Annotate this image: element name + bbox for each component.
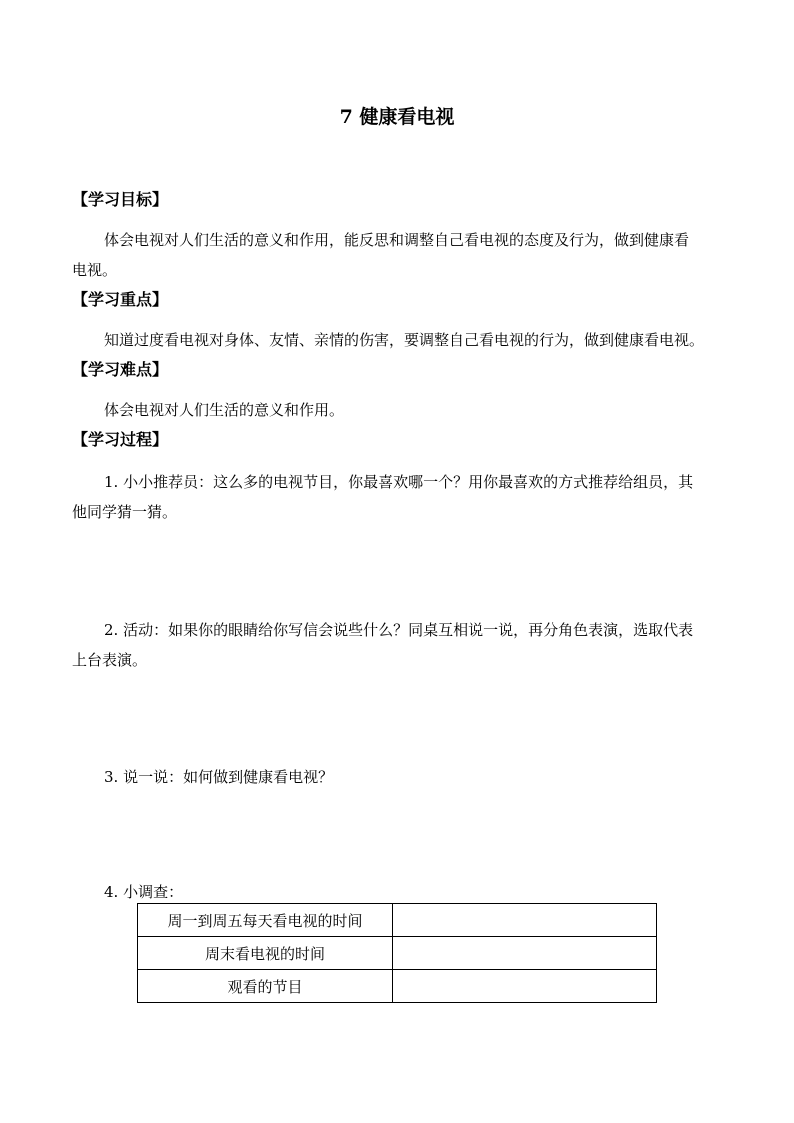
survey-value-programs[interactable] — [393, 970, 657, 1003]
page-title: 7 健康看电视 — [339, 106, 455, 128]
survey-label-weekday: 周一到周五每天看电视的时间 — [138, 904, 393, 937]
goal-text-line2: 电视。 — [72, 261, 118, 279]
goal-text-line1: 体会电视对人们生活的意义和作用，能反思和调整自己看电视的态度及行为，做到健康看 — [104, 231, 690, 249]
section-heading-difficulty: 【学习难点】 — [72, 360, 169, 379]
survey-value-weekend[interactable] — [393, 937, 657, 970]
survey-value-weekday[interactable] — [393, 904, 657, 937]
section-heading-goal: 【学习目标】 — [72, 190, 169, 209]
focus-text-line1: 知道过度看电视对身体、友情、亲情的伤害，要调整自己看电视的行为，做到健康看电视。 — [104, 331, 705, 349]
section-heading-process: 【学习过程】 — [72, 430, 169, 449]
table-row — [138, 904, 657, 937]
difficulty-text-line1: 体会电视对人们生活的意义和作用。 — [104, 401, 345, 419]
table-row — [138, 937, 657, 970]
process-item1-line1: 1. 小小推荐员：这么多的电视节目，你最喜欢哪一个？用你最喜欢的方式推荐给组员，其 — [104, 473, 694, 491]
section-heading-focus: 【学习重点】 — [72, 290, 169, 309]
survey-label-programs: 观看的节目 — [138, 970, 393, 1003]
process-item2-line1: 2. 活动：如果你的眼睛给你写信会说些什么？同桌互相说一说，再分角色表演，选取代表 — [104, 621, 694, 639]
process-item3-line1: 3. 说一说：如何做到健康看电视？ — [104, 768, 334, 786]
survey-label-weekend: 周末看电视的时间 — [138, 937, 393, 970]
process-item2-line2: 上台表演。 — [72, 651, 148, 669]
survey-table — [137, 903, 657, 1003]
process-item1-line2: 他同学猜一猜。 — [72, 503, 178, 521]
process-item4-line1: 4. 小调查： — [104, 883, 184, 901]
table-row — [138, 970, 657, 1003]
